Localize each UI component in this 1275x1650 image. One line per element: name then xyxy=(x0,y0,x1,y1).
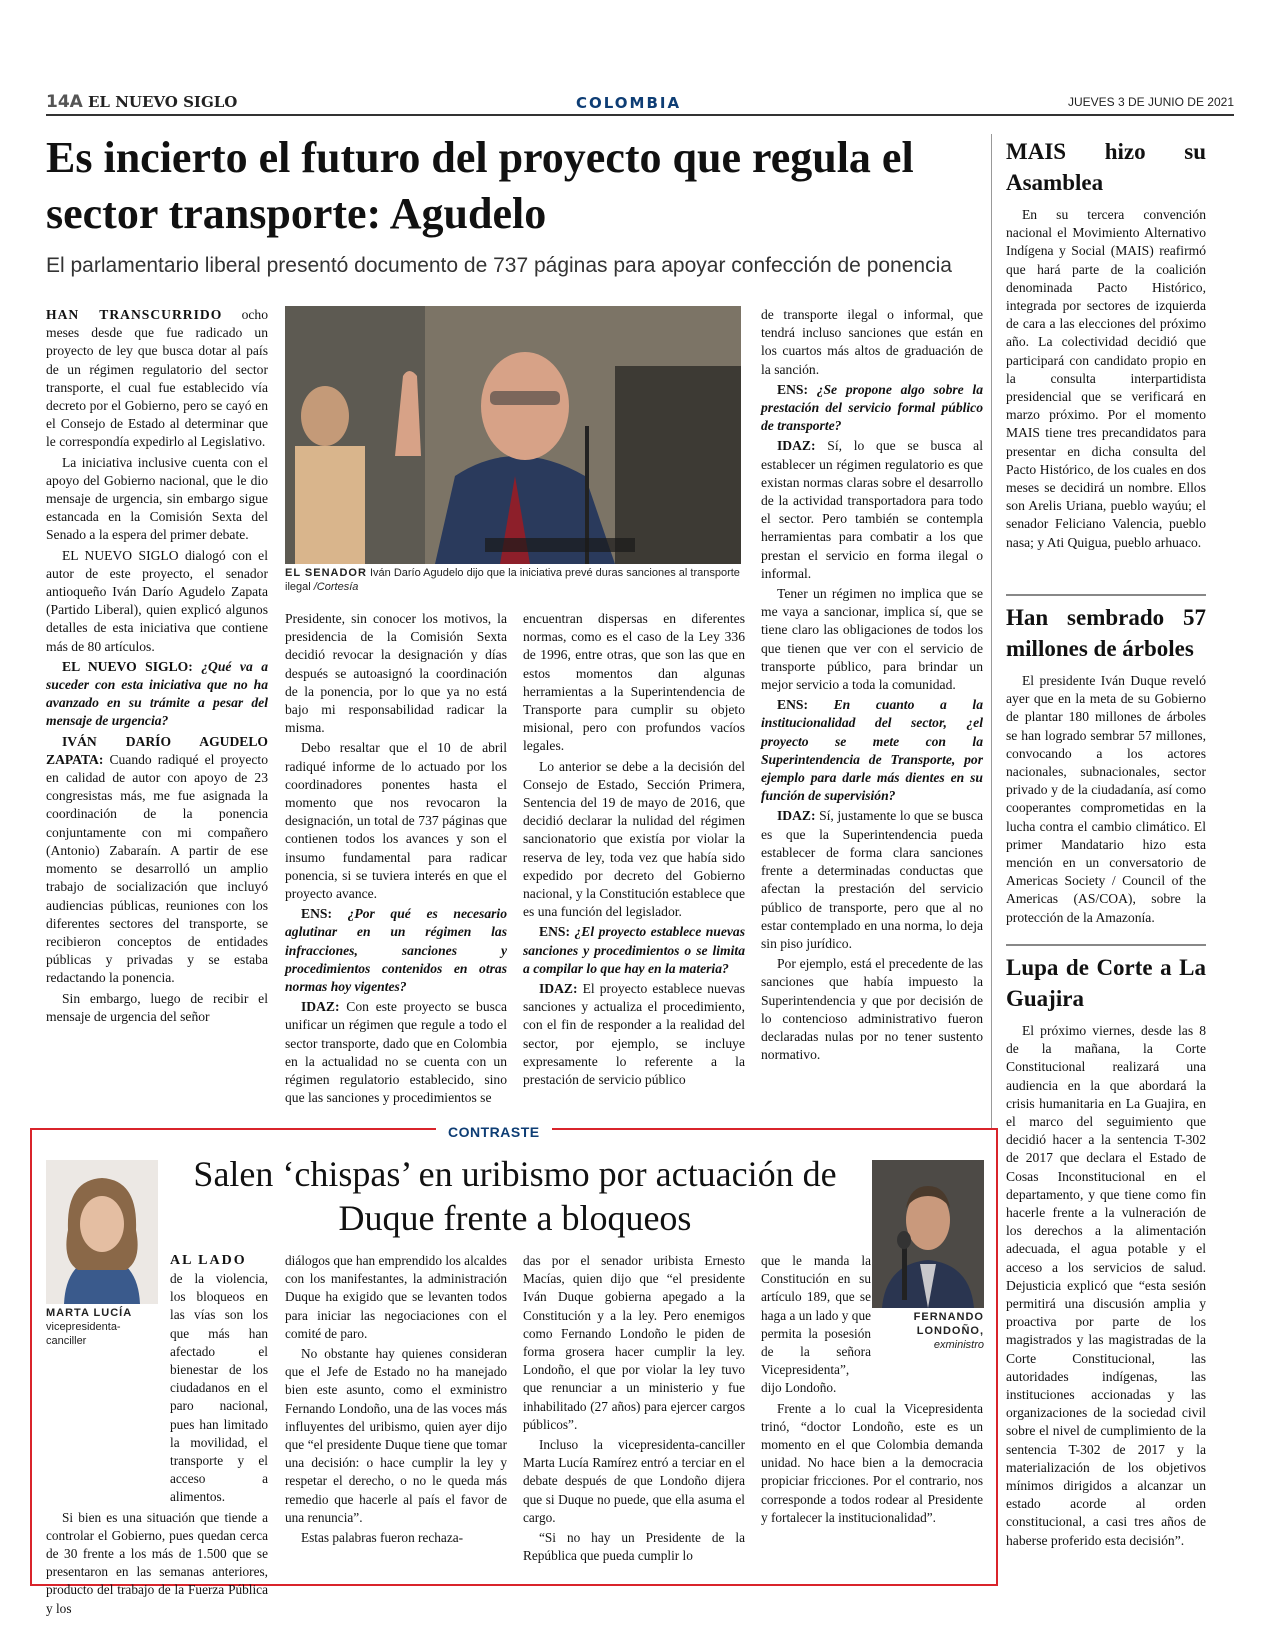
paragraph: que le manda la Constitución en su artículo 189, que se haga a un lado y que permita la posesión de la señora Vicepresidenta”, dijo Londoño. xyxy=(761,1253,871,1396)
contrast-column-2 xyxy=(285,1252,507,1549)
sidebar-body: El presidente Iván Duque reveló ayer que en la meta de su Gobierno de plantar 180 millones de árboles se han logrado sembrar 57 millones, convocando a los actores nacionales, subnacionales, sector privado y de la ciudadanía, así como cooperantes comprometidas en la lucha contra el cambio climático. El primer Mandatario hizo esta mención en un conversatorio de Americas Society / Council of the Americas (AS/COA), sobre la protección de la Amazonía. xyxy=(1006,673,1206,925)
main-column-1 xyxy=(46,306,268,1028)
paragraph: Por ejemplo, está el precedente de las sanciones que había impuesto la Superintendencia y que por decisión de lo contencioso administrativo fueron declaradas nulas por no tener sustento normativo. xyxy=(761,956,983,1063)
photo-caption: EL SENADOR Iván Darío Agudelo dijo que la iniciativa prevé duras sanciones al transporte ilegal /Cortesía xyxy=(285,567,740,593)
answer: IVÁN DARÍO AGUDELO ZAPATA: Cuando radiqué el proyecto en calidad de autor con apoyo de 23 congresistas más, me fue asignada la coordinación de la ponencia conjuntamente con mi compañero (Antonio) Zabaraín. A partir de ese momento se desarrolló un amplio trabajo de socialización que incluyó audiencias públicas, reuniones con los diferentes sectores del transporte, se recibieron conceptos de entidades públicas y privadas y se estaba redactando la ponencia. xyxy=(46,733,268,986)
publication-name: EL NUEVO SIGLO xyxy=(88,93,238,111)
contrast-headline: Salen ‘chispas’ en uribismo por actuación de Duque frente a bloqueos xyxy=(193,1154,837,1238)
paragraph: Debo resaltar que el 10 de abril radiqué informe de lo actuado por los coordinadores ponentes hasta el momento que nos revocaron la designación, un total de 737 páginas que contienen todos los avances y son el insumo fundamental para radicar ponencia, si se tuviera interés en que el proyecto avance. xyxy=(285,740,507,902)
paragraph: No obstante hay quienes consideran que el Jefe de Estado no ha manejado bien este asunto, como el exministro Fernando Londoño, una de las voces más influyentes del uribismo, quien ayer dijo que “el presidente Duque tiene que tomar una decisión: o hace cumplir la ley y respetar el derecho, o no le queda más remedio que hacerle al país el favor de una renuncia”. xyxy=(285,1346,507,1525)
main-headline: Es incierto el futuro del proyecto que regula el sector transporte: Agudelo xyxy=(46,133,914,238)
sidebar-rule xyxy=(1006,944,1206,946)
sidebar-headline: Han sembrado 57 millones de árboles xyxy=(1006,605,1206,661)
answer: IDAZ: Sí, lo que se busca al establecer un régimen regulatorio es que existan normas claras sobre el desarrollo de la actividad transportadora para todo el sector. Pero también se contempla herramientas para combatir a los que prestan el servicio en forma ilegal o informal. xyxy=(761,438,983,581)
question: ENS: ¿Se propone algo sobre la prestación del servicio formal público de transporte? xyxy=(761,381,983,434)
sidebar-headline: Lupa de Corte a La Guajira xyxy=(1006,955,1206,1011)
answer: IDAZ: Con este proyecto se busca unificar un régimen que regule a todo el sector transporte, dado que en Colombia en la actualidad no se cuenta con un régimen regulatorio establecido, sino que las sanciones y procedimientos se xyxy=(285,999,507,1106)
paragraph: Tener un régimen no implica que se me vaya a sancionar, implica sí, que se tiene claro las obligaciones de todos los que tienen que ver con el servicio de transporte público, para brindar un mejor servicio a toda la comunidad. xyxy=(761,586,983,693)
answer: IDAZ: El proyecto establece nuevas sanciones y actualiza el procedimiento, con el fin de responder a la realidad del sector, por ejemplo, se incluye expresamente lo referente a la prestación de servicio público xyxy=(523,981,745,1088)
paragraph: das por el senador uribista Ernesto Macías, quien dijo que “el presidente Iván Duque gobierna apegado a la Constitución y a la ley. Pero enemigos como Fernando Londoño le piden de forma grosera hacer cumplir la ley. Londoño, el que por violar la ley tuvo que renunciar a un ministerio y fue inhabilitado (27 años) para ejercer cargos públicos”. xyxy=(523,1253,745,1432)
senator-photo xyxy=(285,306,741,564)
masthead-rule xyxy=(46,114,1234,116)
contrast-label: CONTRASTE xyxy=(436,1124,552,1140)
issue-date: JUEVES 3 DE JUNIO DE 2021 xyxy=(1067,95,1234,109)
left-person-name: MARTA LUCÍA xyxy=(46,1307,133,1319)
section-name: COLOMBIA xyxy=(576,94,682,112)
paragraph: de la violencia, los bloqueos en las vías son los que más han afectado el bienestar de los ciudadanos en el paro nacional, pues han limitado la movilidad, el transporte y el acceso a alimentos. xyxy=(170,1271,268,1505)
right-person-role: exministro xyxy=(933,1339,984,1351)
sidebar-story-mais xyxy=(1006,136,1206,552)
contrast-column-1 xyxy=(46,1270,268,1620)
answer: IDAZ: Sí, justamente lo que se busca es que la Superintendencia pueda establecer de forma clara sanciones frente a determinadas conductas que afectan la prestación del servicio público de transporte, pero que al no estar contemplado en una norma, lo deja sin piso jurídico. xyxy=(761,808,983,951)
paragraph: Si bien es una situación que tiende a controlar el Gobierno, pues quedan cerca de 30 frente a los más de 1.500 que se presentaron en las semanas anteriores, producto del trabajo de la Fuerza Pública y los xyxy=(46,1509,268,1616)
contrast-column-4 xyxy=(761,1252,983,1529)
sidebar-divider xyxy=(991,134,992,1130)
paragraph: diálogos que han emprendido los alcaldes con los manifestantes, la administración Duque ha exigido que se levanten todos para iniciar las negociaciones con el comité de paro. xyxy=(285,1253,507,1341)
paragraph: de transporte ilegal o informal, que tendrá incluso sanciones que están en los cuartos más altos de graduación de la sanción. xyxy=(761,307,983,377)
main-deck: El parlamentario liberal presentó documento de 737 páginas para apoyar confección de ponencia xyxy=(46,254,952,277)
main-column-4 xyxy=(761,306,983,1066)
masthead xyxy=(46,92,1234,114)
photo-credit: /Cortesía xyxy=(313,581,359,593)
paragraph: encuentran dispersas en diferentes normas, como es el caso de la Ley 336 de 1996, entre otras, que son las que en estos momentos dan algunas herramientas a la Superintendencia de Transporte para cumplir su objeto misional, pero con profundos vacíos legales. xyxy=(523,611,745,754)
left-person-role: vicepresidenta-canciller xyxy=(46,1321,121,1347)
main-column-2 xyxy=(285,610,507,1109)
main-column-3 xyxy=(523,610,745,1091)
paragraph: EL NUEVO SIGLO dialogó con el autor de este proyecto, el senador antioqueño Iván Darío Agudelo Zapata (Partido Liberal), quien explicó algunos detalles de esta iniciativa que contiene más de 80 artículos. xyxy=(46,547,268,654)
lead-in: HAN TRANSCURRIDO xyxy=(46,307,223,322)
sidebar-story-guajira xyxy=(1006,952,1206,1550)
sidebar-body: El próximo viernes, desde las 8 de la mañana, la Corte Constitucional realizará una audiencia en la que abordará la crisis humanitaria en La Guajira, en el marco del seguimiento que decidió hacer a la sentencia T-302 de 2017 que declara el Estado de Cosas Inconstitucional en el departamento, y que tiene como fin hacerle frente a la vulneración de los derechos a la alimentación adecuada, el agua potable y el acceso a los servicios de salud. Dejusticia explicó que “esta sesión permitirá una discusión amplia y proactiva por parte de los magistrados y las magistradas de la Corte Constitucional, las autoridades indígenas, las instituciones accionadas y las organizaciones de la sociedad civil sobre el nivel de cumplimiento de la sentencia T-302 de 2017 y la materialización de los objetivos mínimos dirigidos a alcanzar un estado acorde al orden constitucional, a casi tres años de haberse proferido esta decisión”. xyxy=(1006,1023,1206,1548)
paragraph: HAN TRANSCURRIDO ocho meses desde que fue radicado un proyecto de ley que busca dotar al país de un régimen regulatorio del sector transporte, el cual fue establecido vía decreto por el Gobierno, pero se cayó en el Consejo de Estado al determinar que le correspondía expedirlo al Legislativo. xyxy=(46,307,268,450)
paragraph xyxy=(170,1252,266,1270)
question: ENS: En cuanto a la institucionalidad del sector, ¿el proyecto se mete con la Superintendencia de Transporte, por ejemplo para darle más dientes en su función de supervisión? xyxy=(761,697,983,804)
question: EL NUEVO SIGLO: ¿Qué va a suceder con esta iniciativa que no ha avanzado en su trámite a pesar del mensaje de urgencia? xyxy=(46,658,269,729)
paragraph: Frente a lo cual la Vicepresidenta trinó, “doctor Londoño, este es un momento en el que Colombia demanda unidad. No hace bien a la democracia propiciar fricciones. Por el contrario, nos corresponde a todos rodear al Presidente y fortalecer la institucionalidad”. xyxy=(761,1400,983,1525)
lead-in: AL LADO xyxy=(170,1253,247,1268)
contrast-column-3 xyxy=(523,1252,745,1567)
sidebar-story-arboles xyxy=(1006,602,1206,927)
sidebar-rule xyxy=(1006,594,1206,596)
paragraph: Sin embargo, luego de recibir el mensaje de urgencia del señor xyxy=(46,990,268,1024)
paragraph: Lo anterior se debe a la decisión del Consejo de Estado, Sección Primera, Sentencia del 19 de mayo de 2016, que decidió declarar la nulidad del régimen sancionatorio que existía por violar la reserva de ley, toda vez que había sido expedido por decreto del Gobierno nacional, y la Constitución establece que es una función del legislador. xyxy=(523,758,745,920)
paragraph: Presidente, sin conocer los motivos, la presidencia de la Comisión Sexta decidió revocar la designación y días después se autoasignó la coordinación de la ponencia, por lo que ya no está bajo mi responsabilidad radicar la misma. xyxy=(285,611,507,736)
question: ENS: ¿Por qué es necesario aglutinar en un régimen las infracciones, sanciones y procedimientos contenidos en otras normas hoy vigentes? xyxy=(285,906,507,995)
paragraph: La iniciativa inclusive cuenta con el apoyo del Gobierno nacional, que le dio mensaje de urgencia, sin embargo sigue estancada en la Comisión Sexta del Senado a la espera del primer debate. xyxy=(46,454,268,543)
right-person-name: FERNANDO LONDOÑO, xyxy=(913,1311,984,1337)
page-number: 14A xyxy=(46,92,83,112)
paragraph: Estas palabras fueron rechaza- xyxy=(301,1530,464,1546)
sidebar-headline: MAIS hizo su Asamblea xyxy=(1006,139,1206,195)
sidebar-body: En su tercera convención nacional el Movimiento Alternativo Indígena y Social (MAIS) reafirmó que hará parte de la coalición denominada Pacto Histórico, integrada por sectores de izquierda de cara a las elecciones del próximo año. La colectividad decidió que participará con candidato propio en la consulta interpartidista presidencial que se verificará en marzo próximo. Por el momento MAIS tiene tres precandidatos para presentar en dicha consulta del Pacto Histórico, de los cuales en dos meses se decidirá un nombre. Ellos son Arelis Uriana, pueblo wayúu; el senador Feliciano Valencia, pueblo nasa; y Ati Quigua, pueblo arhuaco. xyxy=(1006,207,1206,550)
paragraph: Incluso la vicepresidenta-canciller Marta Lucía Ramírez entró a terciar en el debate después de que Londoño dijera que si Duque no puede, que ella asuma el cargo. xyxy=(523,1437,745,1525)
paragraph: “Si no hay un Presidente de la República que pueda cumplir lo xyxy=(523,1530,745,1564)
senator-photo-image xyxy=(285,306,741,564)
question: ENS: ¿El proyecto establece nuevas sanciones y procedimientos o se limita a compilar lo que hay en la materia? xyxy=(523,924,745,976)
